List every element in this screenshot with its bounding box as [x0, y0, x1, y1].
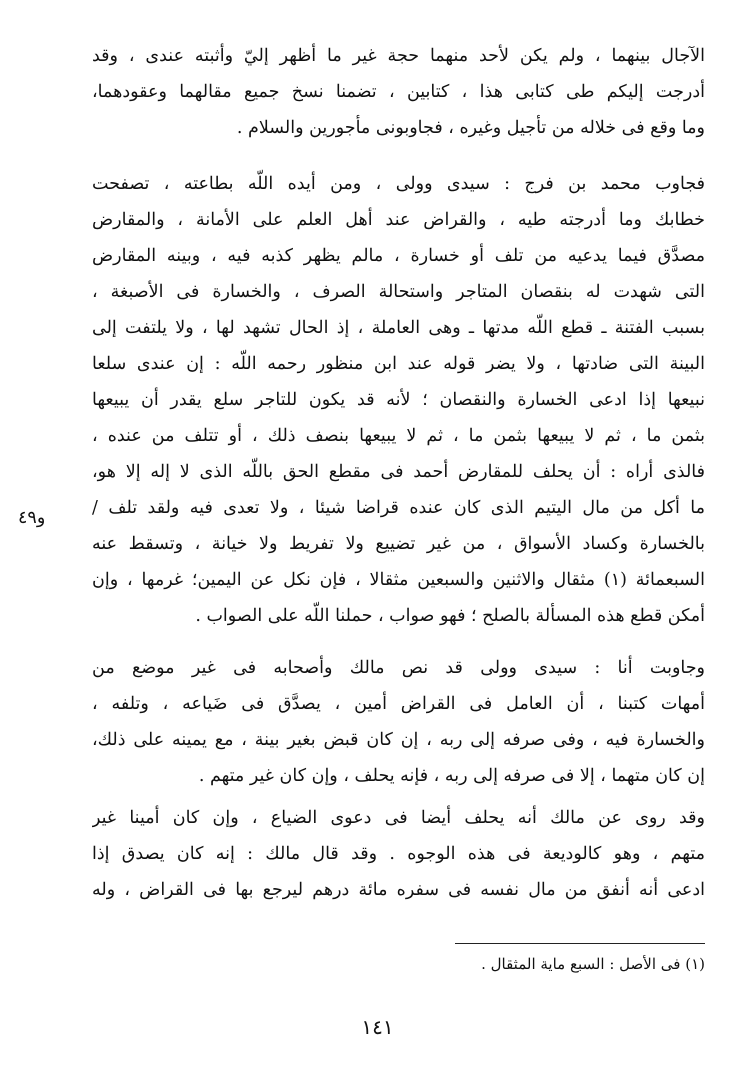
text-line: مصدَّق فيما يدعيه من تلف أو خسارة ، مالم يظهر كذبه فيه ، وبينه المقارض	[92, 246, 705, 266]
text-line: فالذى أراه : أن يحلف للمقارض أحمد فى مقطع الحق باللّه الذى لا إله إلا هو،	[92, 462, 705, 482]
text-line: إن كان متهما ، إلا فى صرفه إلى ربه ، فإنه يحلف ، وإن كان غير متهم .	[198, 766, 705, 786]
footnote-divider	[455, 943, 705, 944]
page-number: ١٤١	[361, 1015, 394, 1039]
paragraph-2	[92, 166, 705, 634]
text-line: بسبب الفتنة ـ قطع اللّه مدتها ـ وهى العاملة ، إذ الحال تشهد لها ، ولا يلتفت إلى	[92, 318, 705, 338]
text-line: نبيعها إذا ادعى الخسارة والنقصان ؛ لأنه قد يكون للتاجر سلع يقدر أن يبيعها	[92, 390, 705, 410]
text-line: بثمن ما ، ثم لا يبيعها بثمن ما ، ثم لا يبيعها بنصف ذلك ، أو تتلف من عنده ،	[92, 426, 705, 446]
text-line: ادعى أنه أنفق من مال نفسه فى سفره مائة درهم ليرجع بها فى القراض ، وله	[92, 880, 705, 900]
text-line: الآجال بينهما ، ولم يكن لأحد منهما حجة غير ما أظهر إليّ وأثبته عندى ، وقد	[92, 46, 705, 66]
text-line: وقد روى عن مالك أنه يحلف أيضا فى دعوى الضياع ، وإن كان أمينا غير	[92, 808, 705, 828]
text-line: خطابك وما أدرجته طيه ، والقراض عند أهل العلم على الأمانة ، والمقارض	[92, 210, 705, 230]
text-line: وما وقع فى خلاله من تأجيل وغيره ، فجاوبونى مأجورين والسلام .	[236, 118, 705, 138]
text-line: التى شهدت له بنقصان المتاجر واستحالة الصرف ، والخسارة فى الأصبغة ،	[92, 282, 705, 302]
margin-folio-note: و٤٩	[18, 508, 46, 528]
text-line: والخسارة فيه ، وفى صرفه إلى ربه ، إن كان قبض بغير بينة ، مع يمينه على ذلك،	[92, 730, 705, 750]
text-line: أدرجت إليكم طى كتابى هذا ، كتابين ، تضمنا نسخ جميع مقالهما وعقودهما،	[92, 82, 705, 102]
text-line: أمكن قطع هذه المسألة بالصلح ؛ فهو صواب ، حملنا اللّه على الصواب .	[195, 606, 705, 626]
text-line: فجاوب محمد بن فرج : سيدى وولى ، ومن أيده اللّه بطاعته ، تصفحت	[92, 174, 705, 194]
text-line: بالخسارة وكساد الأسواق ، من غير تضييع ولا تفريط ولا خيانة ، وتسقط عنه	[92, 534, 705, 554]
paragraph-3	[92, 650, 705, 794]
text-line: وجاوبت أنا : سيدى وولى قد نص مالك وأصحابه فى غير موضع من	[92, 658, 705, 678]
text-line: متهم ، وهو كالوديعة فى هذه الوجوه . وقد قال مالك : إنه كان يصدق إذا	[92, 844, 705, 864]
text-line: أمهات كتبنا ، أن العامل فى القراض أمين ، يصدَّق فى ضَياعه ، وتلفه ،	[92, 694, 705, 714]
text-line: السبعمائة (١) مثقال والاثنين والسبعين مثقالا ، فإن نكل عن اليمين؛ غرمها ، وإن	[92, 570, 705, 590]
paragraph-1	[92, 38, 705, 146]
paragraph-4	[92, 800, 705, 908]
text-line: البينة التى ضادتها ، ولا يضر قوله عند ابن منظور رحمه اللّه : إن عندى سلعا	[92, 354, 705, 374]
footnote: (١) فى الأصل : السبع ماية المثقال .	[481, 955, 705, 973]
text-line: ما أكل من مال اليتيم الذى كان عنده قراضا شيئا ، ولا تعدى فيه ولقد تلف /	[92, 498, 705, 518]
